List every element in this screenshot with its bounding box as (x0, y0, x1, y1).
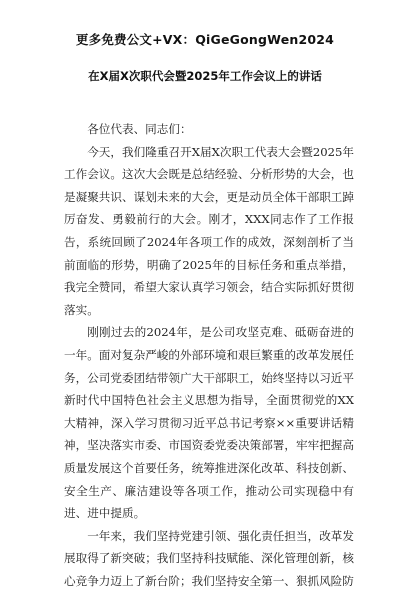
header-note: 更多免费公文+VX：QiGeGongWen2024 (75, 32, 335, 47)
paragraph: 一年来，我们坚持党建引领、强化责任担当，改革发展取得了新突破；我们坚持科技赋能、深化管理创新，核心竞争力迈上了新台阶；我们坚持安全第一、狠抓风险防 (64, 528, 354, 588)
paragraph: 今天，我们隆重召开X届X次职工代表大会暨2025年工作会议。这次大会既是总结经验、分析形势的大会，也是凝聚共识、谋划未来的大会，更是动员全体干部职工踔厉奋发、勇毅前行的大会。刚才，XXX同志作了工作报告，系统回顾了2024年各项工作的成效，深刻剖析了当前面临的形势，明确了2025年的目标任务和重点举措，我完全赞同，希望大家认真学习领会，结合实际抓好贯彻落实。 (64, 144, 354, 317)
paragraph: 刚刚过去的2024年，是公司攻坚克难、砥砺奋进的一年。面对复杂严峻的外部环境和艰巨繁重的改革发展任务，公司党委团结带领广大干部职工，始终坚持以习近平新时代中国特色社会主义思想为指导，全面贯彻党的XX大精神，深入学习贯彻习近平总书记考察××重要讲话精神，坚决落实市委、市国资委党委决策部署，牢牢把握高质量发展这个首要任务，统筹推进深化改革、科技创新、安全生产、廉洁建设等各项工作，推动公司实现稳中有进、进中提质。 (64, 325, 354, 521)
document-body (64, 118, 354, 592)
salutation: 各位代表、同志们： (87, 122, 192, 136)
document-title: 在X届X次职代会暨2025年工作会议上的讲话 (88, 69, 322, 83)
